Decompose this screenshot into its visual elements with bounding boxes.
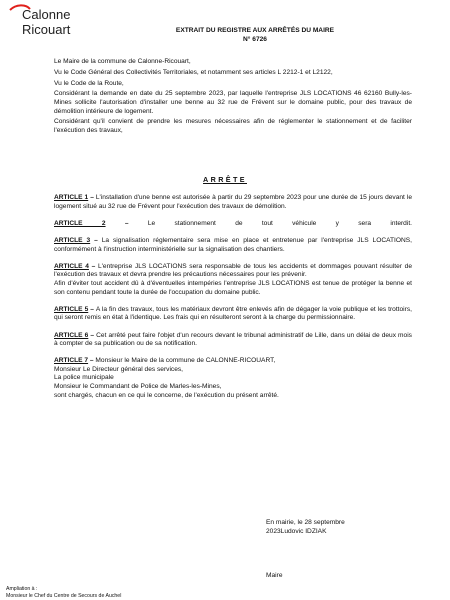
ampliation-label: Ampliation à :: [6, 586, 38, 592]
arrete-number: N° 6726: [243, 36, 267, 43]
recipient-line: La police municipale: [54, 374, 114, 382]
article-label: ARTICLE 1: [54, 194, 89, 201]
logo-text-line2: Ricouart: [22, 22, 71, 37]
article-label: ARTICLE 4: [54, 262, 89, 270]
article-label: ARTICLE 3: [54, 236, 91, 244]
arrete-heading: ARRÊTE: [203, 175, 247, 184]
signatory-title: Maire: [266, 572, 283, 579]
article-6: [54, 332, 412, 349]
logo-text-line1: Calonne: [22, 7, 71, 22]
article-text: La signalisation réglementaire sera mise en place et entretenue par l'entreprise JLS LOCATIONS, conformément à l'instruction interministérielle sur la signalisation des chantiers.: [54, 236, 412, 253]
recipient-line: Monsieur le Commandant de Police de Marles-les-Mines,: [54, 383, 222, 391]
article-4-continued: Afin d'éviter tout accident dû à d'éventuelles intempéries l'entreprise JLS LOCATIONS est tenue de protéger la benne et son contenu pendant toute la durée de l'occupation du domaine public.: [54, 279, 412, 296]
article-label: ARTICLE 5: [54, 305, 89, 313]
article-text: L'entreprise JLS LOCATIONS sera responsable de tous les accidents et dommages pouvant résulter de l'exécution des travaux et devra prendre les précautions nécessaires pour les prévenir.: [54, 262, 412, 279]
article-separator: –: [90, 236, 102, 244]
article-text: Cet arrêté peut faire l'objet d'un recours devant le tribunal administratif de Lille, dans un délai de deux mois à compter de sa publication ou de sa notification.: [54, 331, 412, 348]
article-text: Monsieur le Maire de la commune de CALONNE-RICOUART,: [95, 357, 276, 365]
closing-line: sont chargés, chacun en ce qui le concerne, de l'exécution du présent arrêté.: [54, 391, 279, 399]
signature-place-date: En mairie, le 28 septembre: [266, 519, 345, 526]
article-text: Le stationnement de tout véhicule y sera interdit.: [147, 219, 412, 227]
article-separator: –: [88, 331, 97, 339]
register-title: EXTRAIT DU REGISTRE AUX ARRÊTÉS DU MAIRE: [175, 27, 335, 34]
document-header: [140, 26, 370, 44]
article-7: [54, 357, 412, 366]
article-5: [54, 306, 412, 323]
articles-section: [54, 194, 412, 400]
preamble-line: Vu le Code Général des Collectivités Territoriales, et notamment ses articles L 2212-1 et L2122,: [54, 68, 333, 76]
ampliation-recipient: Monsieur le Chef du Centre de Secours de Auchel: [6, 593, 122, 600]
calonne-ricouart-logo: [6, 4, 106, 40]
signature-block: [266, 519, 345, 536]
article-text: L'installation d'une benne est autorisée à partir du 29 septembre 2023 pour une durée de 15 jours devant le logement situé au 32 rue de Frévent pour l'exécution des travaux de démolition.: [54, 194, 412, 210]
article-label: ARTICLE 7: [54, 357, 89, 365]
article-separator: –: [88, 357, 96, 365]
preamble-line: Considérant qu'il convient de prendre les mesures nécessaires afin de réglementer le stationnement et de faciliter l'exécution des travaux,: [54, 118, 412, 134]
article-separator: –: [105, 219, 148, 227]
preamble-line: Vu le Code de la Route,: [54, 79, 124, 87]
article-label: ARTICLE 2: [54, 219, 106, 227]
recipient-line: Monsieur Le Directeur général des services,: [54, 365, 184, 373]
article-separator: –: [88, 262, 98, 270]
article-label: ARTICLE 6: [54, 331, 89, 339]
article-separator: –: [88, 305, 96, 313]
article-3: [54, 237, 412, 254]
preamble: [54, 58, 412, 138]
article-2: [54, 220, 412, 229]
signatory-name: 2023Ludovic IDZIAK: [266, 527, 327, 535]
logo-graphic: [6, 4, 106, 40]
article-separator: –: [88, 194, 96, 201]
ampliation-block: [6, 586, 121, 600]
preamble-line: Considérant la demande en date du 25 septembre 2023, par laquelle l'entreprise JLS LOCATIONS 46 62160 Bully-les-Mines sollicite l'autorisation d'installer une benne au 32 rue de Frévent sur le domaine public, pour des travaux de démolition intérieure de logement.: [54, 90, 412, 115]
preamble-line: Le Maire de la commune de Calonne-Ricouart,: [54, 58, 191, 65]
article-text: A la fin des travaux, tous les matériaux devront être enlevés afin de dégager la voie publique et les trottoirs, qui seront remis en état à l'identique. Les frais qui en résulteront seront à la charge du permissionnaire.: [54, 305, 412, 322]
article-1: [54, 194, 412, 211]
article-4: [54, 263, 412, 280]
